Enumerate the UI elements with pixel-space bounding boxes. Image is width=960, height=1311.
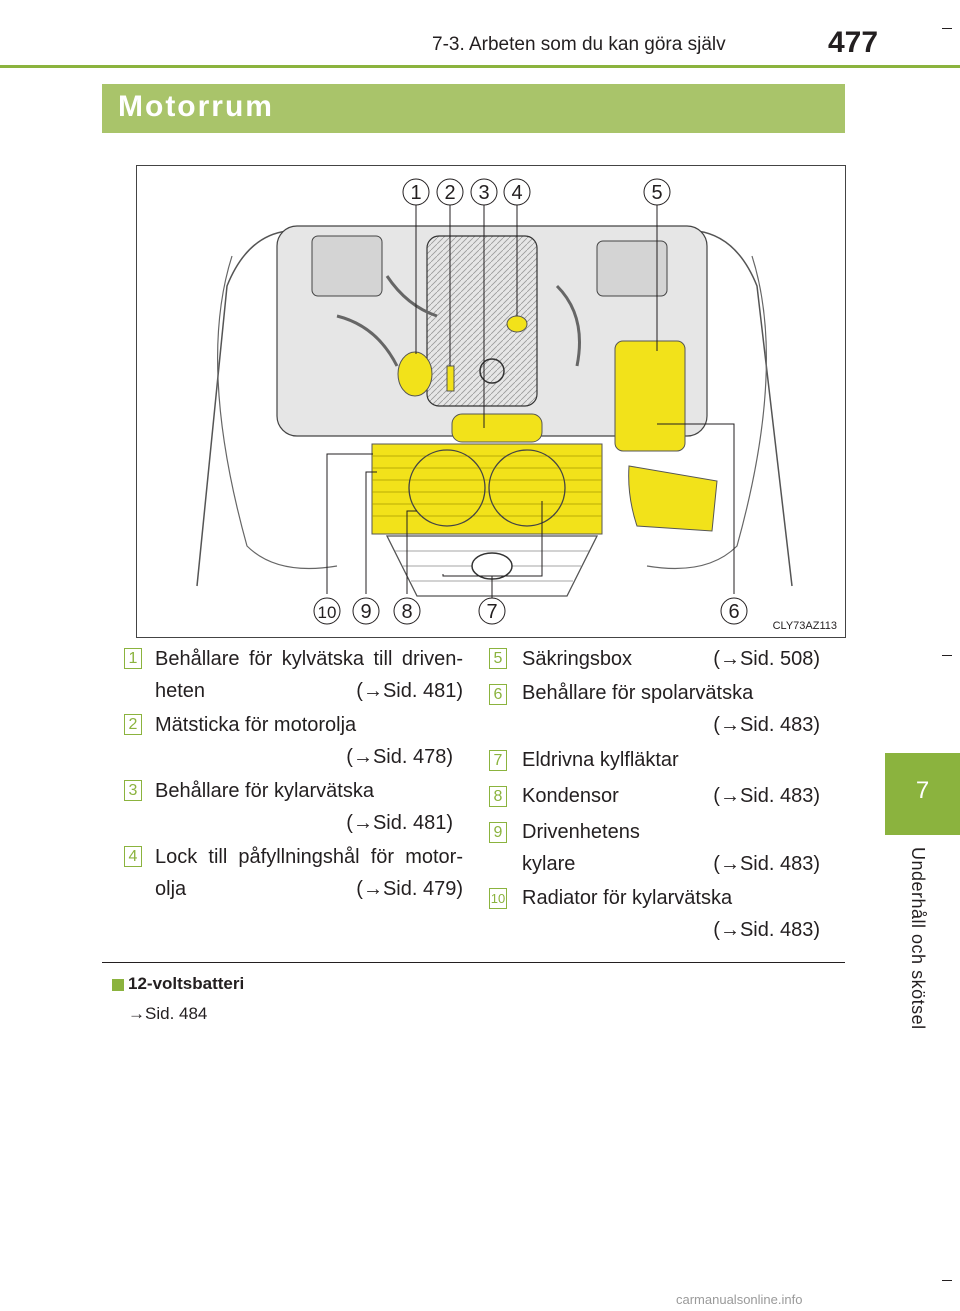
- washer-fluid-tank: [629, 466, 717, 531]
- callout-2: 2: [444, 182, 456, 204]
- grille-emblem: [472, 553, 512, 579]
- legend-item-5-line1: Säkringsbox: [522, 648, 633, 670]
- engine-bay-illustration: [136, 165, 846, 638]
- legend-item-2-ref: (→Sid. 478): [346, 746, 453, 768]
- callout-7: 7: [486, 601, 498, 623]
- legend-item-1-line1: Behållare för kylvätska till driven-: [155, 648, 463, 670]
- legend-item-6-ref: (→Sid. 483): [713, 714, 820, 736]
- callout-4: 4: [511, 182, 523, 204]
- chapter-label: Underhåll och skötsel: [908, 847, 928, 1030]
- legend-item-4-line2: olja: [155, 878, 187, 900]
- legend-item-7-line1: Eldrivna kylfläktar: [522, 749, 679, 771]
- subsection-title: 12-voltsbatteri: [128, 974, 245, 993]
- legend-item-10-line1: Radiator för kylarvätska: [522, 887, 733, 909]
- subsection-ref: →Sid. 484: [128, 1004, 208, 1023]
- drive-unit-coolant-reservoir: [398, 352, 432, 396]
- figure-code: CLY73AZ113: [772, 620, 837, 632]
- legend-item-9-line2: kylare: [522, 853, 576, 875]
- legend-item-3: [155, 775, 453, 839]
- legend-badge-3: 3: [124, 780, 142, 801]
- air-filter-box: [312, 236, 382, 296]
- callout-10: 10: [317, 603, 337, 622]
- legend-item-10: [522, 882, 820, 946]
- crop-mark: [942, 655, 952, 656]
- callout-9: 9: [360, 601, 372, 623]
- legend-item-6-line1: Behållare för spolarvätska: [522, 682, 754, 704]
- legend-item-9-ref: (→Sid. 483): [713, 853, 820, 875]
- legend-item-5-ref: (→Sid. 508): [713, 648, 820, 670]
- legend-item-10-ref: (→Sid. 483): [713, 919, 820, 941]
- legend-badge-1: 1: [124, 648, 142, 669]
- watermark: carmanualsonline.info: [676, 1292, 803, 1307]
- legend-badge-10: 10: [489, 888, 507, 909]
- oil-filler-cap: [507, 316, 527, 332]
- chapter-tab: [885, 753, 960, 835]
- running-header: 7-3. Arbeten som du kan göra själv: [432, 34, 726, 55]
- fuse-box: [615, 341, 685, 451]
- legend-badge-6: 6: [489, 684, 507, 705]
- engine-bay-drawing: [137, 166, 845, 637]
- callouts-top: [403, 179, 670, 205]
- legend-badge-9: 9: [489, 822, 507, 843]
- callout-3: 3: [478, 182, 490, 204]
- legend-item-1-line2: heten: [155, 680, 206, 702]
- crop-mark: [942, 28, 952, 29]
- callouts-bottom: [314, 576, 747, 624]
- callout-6: 6: [728, 601, 740, 623]
- legend-badge-5: 5: [489, 648, 507, 669]
- page-number: 477: [828, 26, 879, 59]
- legend-item-5: [522, 643, 820, 675]
- callout-1: 1: [410, 182, 422, 204]
- callout-5: 5: [651, 182, 663, 204]
- square-bullet-icon: [112, 979, 124, 991]
- legend-item-1: [155, 643, 463, 707]
- legend-item-7: [522, 744, 820, 776]
- chapter-number: 7: [915, 777, 930, 804]
- oil-dipstick: [447, 366, 454, 391]
- legend-item-6: [522, 677, 820, 741]
- legend-item-9: [522, 816, 820, 880]
- legend-item-3-line1: Behållare för kylarvätska: [155, 780, 374, 802]
- crop-mark: [942, 1280, 952, 1281]
- coolant-reservoir: [452, 414, 542, 442]
- legend-item-9-line1: Drivenhetens: [522, 821, 640, 843]
- legend-item-8: [522, 780, 820, 812]
- legend-badge-4: 4: [124, 846, 142, 867]
- section-title: Motorrum: [118, 90, 274, 123]
- callout-8: 8: [401, 601, 413, 623]
- legend-item-8-ref: (→Sid. 483): [713, 785, 820, 807]
- legend-item-1-ref: (→Sid. 481): [356, 680, 463, 702]
- section-divider: [102, 962, 845, 963]
- legend-item-8-line1: Kondensor: [522, 785, 619, 807]
- legend-item-4-line1: Lock till påfyllningshål för motor-: [155, 846, 463, 868]
- legend-item-2: [155, 709, 453, 773]
- legend-badge-2: 2: [124, 714, 142, 735]
- legend-badge-7: 7: [489, 750, 507, 771]
- legend-item-4: [155, 841, 463, 905]
- legend-item-2-line1: Mätsticka för motorolja: [155, 714, 357, 736]
- header-rule: [0, 65, 960, 68]
- legend-item-4-ref: (→Sid. 479): [356, 878, 463, 900]
- section-title-bar: [102, 84, 845, 133]
- legend-badge-8: 8: [489, 786, 507, 807]
- legend-item-3-ref: (→Sid. 481): [346, 812, 453, 834]
